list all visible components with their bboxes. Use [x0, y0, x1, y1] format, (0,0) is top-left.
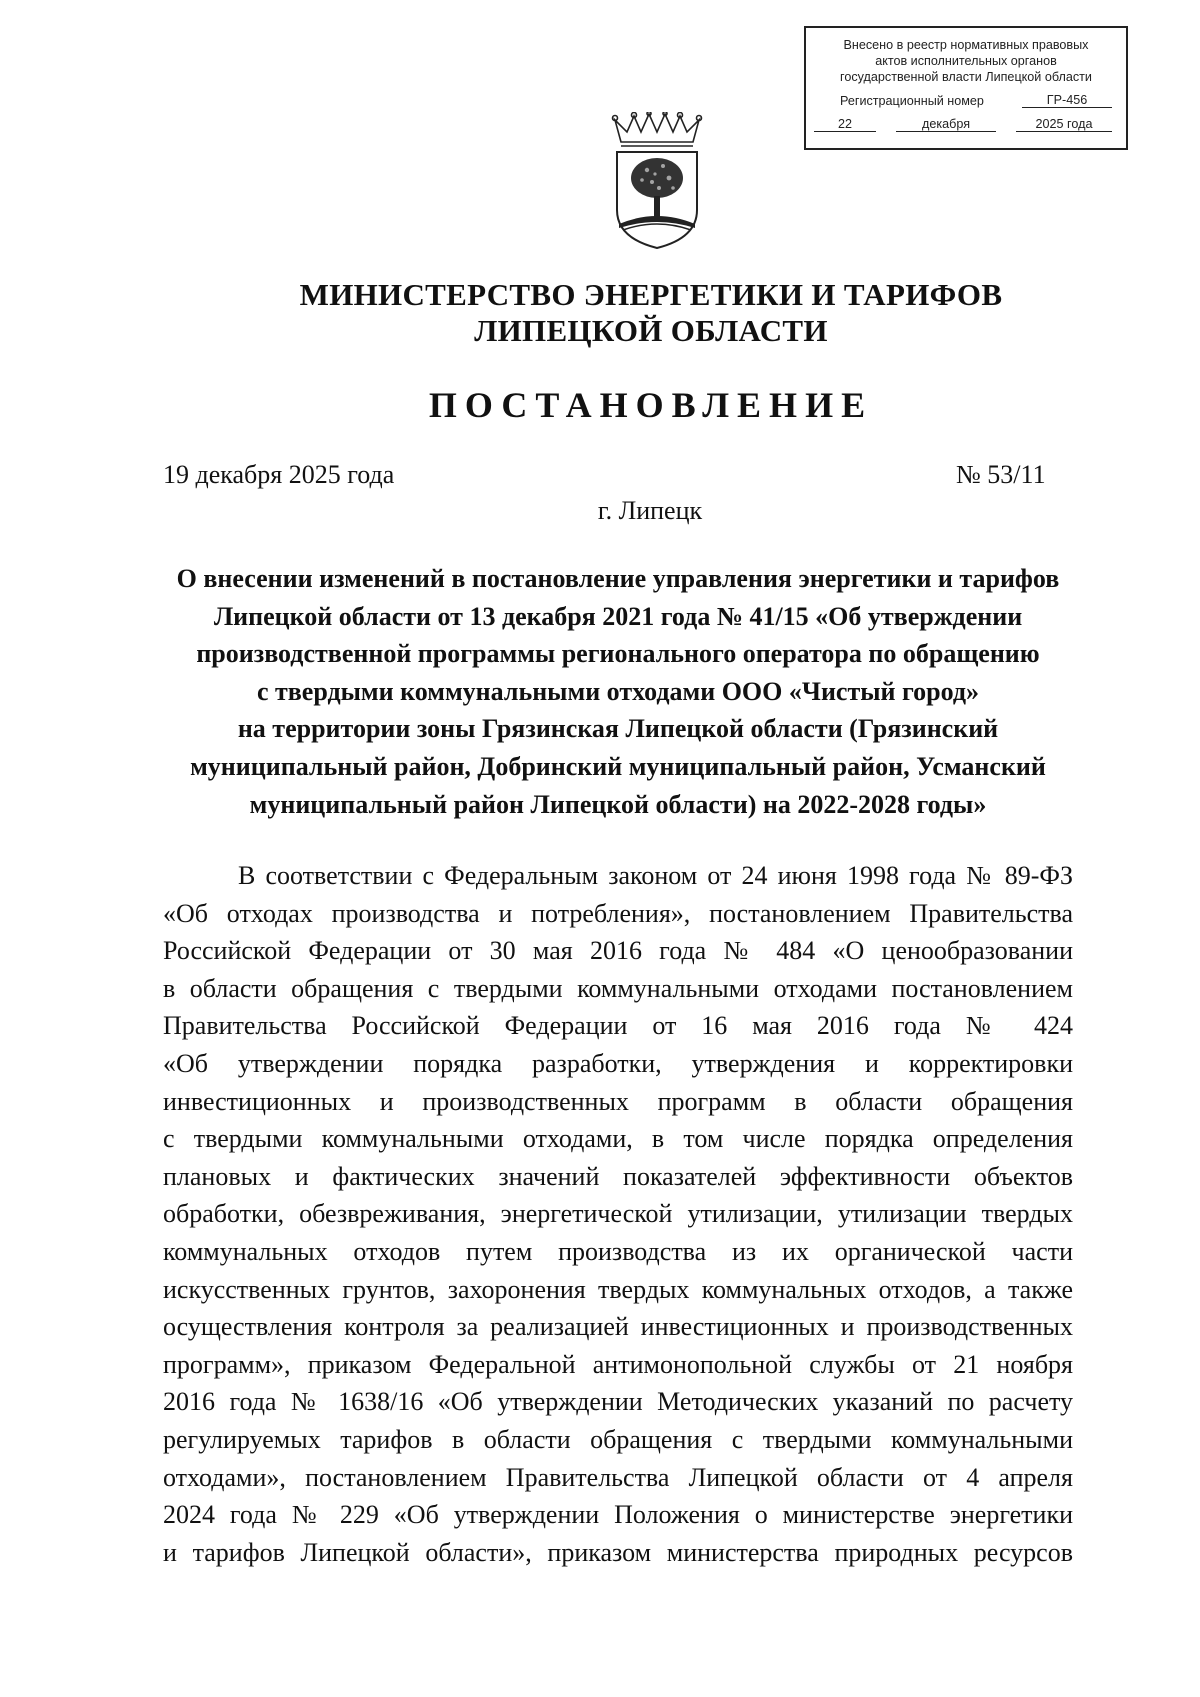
- document-body: [163, 857, 1073, 1571]
- stamp-reg-label: Регистрационный номер: [840, 94, 984, 108]
- document-date: 19 декабря 2025 года: [163, 460, 395, 489]
- body-line: программ», приказом Федеральной антимонопольной службы от 21 ноября: [163, 1349, 1073, 1379]
- body-line: в области обращения с твердыми коммунальными отходами постановлением: [163, 973, 1073, 1003]
- document-number: № 53/11: [956, 460, 1046, 489]
- stamp-date-row: [814, 114, 1118, 132]
- stamp-day: 22: [814, 117, 876, 132]
- body-line: Российской Федерации от 30 мая 2016 года № 484 «О ценообразовании: [163, 936, 1073, 966]
- body-line: регулируемых тарифов в области обращения с твердыми коммунальными: [163, 1424, 1073, 1454]
- body-line: и тарифов Липецкой области», приказом министерства природных ресурсов: [163, 1537, 1073, 1567]
- body-line: В соответствии с Федеральным законом от 24 июня 1998 года № 89-ФЗ: [238, 861, 1073, 890]
- ministry-name-line-1: МИНИСТЕРСТВО ЭНЕРГЕТИКИ И ТАРИФОВ: [299, 277, 1003, 312]
- title-line: производственной программы регионального оператора по обращению: [196, 639, 1040, 669]
- body-line: с твердыми коммунальными отходами, в том числе порядка определения: [163, 1124, 1073, 1154]
- body-line: «Об утверждении порядка разработки, утверждения и корректировки: [163, 1048, 1073, 1078]
- ministry-name-line-2: ЛИПЕЦКОЙ ОБЛАСТИ: [474, 313, 828, 348]
- body-line: коммунальных отходов путем производства из их органической части: [163, 1236, 1073, 1266]
- stamp-line-3: государственной власти Липецкой области: [840, 70, 1092, 84]
- body-line: отходами», постановлением Правительства Липецкой области от 4 апреля: [163, 1462, 1073, 1492]
- body-line: плановых и фактических значений показателей эффективности объектов: [163, 1161, 1073, 1191]
- body-line: инвестиционных и производственных программ в области обращения: [163, 1086, 1073, 1116]
- stamp-line-1: Внесено в реестр нормативных правовых: [843, 38, 1089, 52]
- stamp-reg-number: ГР-456: [1022, 93, 1112, 108]
- title-line: муниципальный район Липецкой области) на 2022-2028 годы»: [249, 789, 987, 819]
- title-line: на территории зоны Грязинская Липецкой области (Грязинский: [237, 714, 999, 744]
- body-line: 2024 года № 229 «Об утверждении Положения о министерстве энергетики: [163, 1500, 1073, 1530]
- title-line: Липецкой области от 13 декабря 2021 года № 41/15 «Об утверждении: [213, 601, 1023, 631]
- stamp-registration-row: [814, 90, 1118, 108]
- title-line: муниципальный район, Добринский муниципальный район, Усманский: [190, 751, 1046, 781]
- lipetsk-coat-of-arms-icon: [607, 112, 707, 250]
- registration-stamp: [804, 26, 1128, 150]
- title-line: О внесении изменений в постановление управления энергетики и тарифов: [176, 564, 1060, 593]
- title-line: с твердыми коммунальными отходами ООО «Чистый город»: [256, 676, 980, 706]
- body-line: обработки, обезвреживания, энергетической утилизации, утилизации твердых: [163, 1199, 1073, 1229]
- stamp-year: 2025 года: [1016, 117, 1112, 132]
- body-line: «Об отходах производства и потребления», постановлением Правительства: [163, 898, 1073, 928]
- stamp-line-2: актов исполнительных органов: [875, 54, 1057, 68]
- document-city: г. Липецк: [597, 496, 703, 525]
- body-line: Правительства Российской Федерации от 16 мая 2016 года № 424: [163, 1011, 1073, 1041]
- body-line: осуществления контроля за реализацией инвестиционных и производственных: [163, 1312, 1073, 1342]
- body-line: 2016 года № 1638/16 «Об утверждении Методических указаний по расчету: [163, 1387, 1073, 1417]
- document-title: [163, 560, 1073, 823]
- stamp-month: декабря: [896, 117, 996, 132]
- document-type: ПОСТАНОВЛЕНИЕ: [428, 385, 874, 425]
- body-line: искусственных грунтов, захоронения твердых коммунальных отходов, а также: [163, 1274, 1073, 1304]
